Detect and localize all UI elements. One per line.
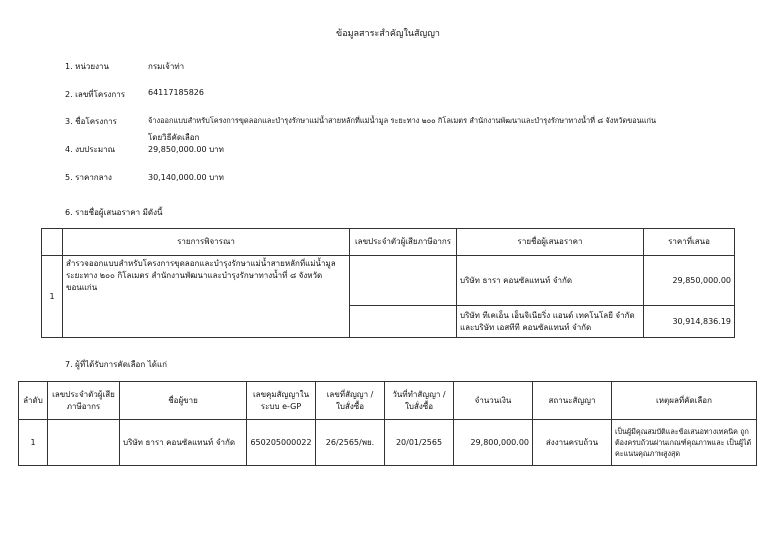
tax-id-cell: [48, 420, 120, 466]
table-header: สถานะสัญญา: [533, 382, 612, 420]
field-value-budget: 29,850,000.00 บาท: [148, 145, 224, 154]
section-selected-title: 7. ผู้ที่ได้รับการคัดเลือก ได้แก่: [65, 360, 167, 369]
table-header: เลขประจำตัวผู้เสียภาษีอากร: [48, 382, 120, 420]
table-header: ชื่อผู้ขาย: [120, 382, 247, 420]
selection-reason: เป็นผู้มีคุณสมบัติและข้อเสนอทางเทคนิค ถูกต้องครบถ้วนผ่านเกณฑ์คุณภาพและ เป็นผู้ได้คะแนนคุณภาพสูงสุด: [612, 420, 757, 466]
table-header: เลขคุมสัญญาในระบบ e-GP: [247, 382, 316, 420]
bid-price: 30,914,836.19: [644, 306, 735, 338]
bidder-name: บริษัท ทีเคเอ็น เอ็นจิเนียริ่ง แอนด์ เทคโนโลยี จำกัด และบริษัท เอสทีที คอนซัลแทนท์ จำกัด: [457, 306, 644, 338]
field-label-agency: 1. หน่วยงาน: [65, 62, 109, 71]
row-number: 1: [42, 256, 63, 338]
field-label-project-id: 2. เลขที่โครงการ: [65, 90, 126, 99]
bid-price: 29,850,000.00: [644, 256, 735, 306]
field-label-project-name: 3. ชื่อโครงการ: [65, 117, 117, 126]
field-value-project-method: โดยวิธีคัดเลือก: [148, 133, 200, 142]
table-header: จำนวนเงิน: [454, 382, 533, 420]
bidder-name: บริษัท ธารา คอนซัลแทนท์ จำกัด: [457, 256, 644, 306]
table-header: วันที่ทำสัญญา / ใบสั่งซื้อ: [385, 382, 454, 420]
table-header: เหตุผลที่คัดเลือก: [612, 382, 757, 420]
field-value-median-price: 30,140,000.00 บาท: [148, 173, 224, 182]
table-header: ราคาที่เสนอ: [644, 229, 735, 256]
bidders-table: [41, 228, 735, 338]
tax-id-cell: [350, 256, 457, 306]
page-title: ข้อมูลสาระสำคัญในสัญญา: [336, 29, 440, 39]
contract-date: 20/01/2565: [385, 420, 454, 466]
egp-control-number: 650205000022: [247, 420, 316, 466]
section-bidders-title: 6. รายชื่อผู้เสนอราคา มีดังนี้: [65, 208, 163, 217]
tax-id-cell: [350, 306, 457, 338]
field-label-median-price: 5. ราคากลาง: [65, 173, 112, 182]
field-value-project-name: จ้างออกแบบสำหรับโครงการขุดลอกและบำรุงรักษาแม่น้ำสายหลักที่แม่น้ำมูล ระยะทาง ๒๐๐ กิโลเมตร สำนักงานพัฒนาและบำรุงรักษาทางน้ำที่ ๘ จังหวัดขอนแก่น: [148, 116, 657, 125]
table-header: รายการพิจารณา: [63, 229, 350, 256]
table-header: [42, 229, 63, 256]
selected-vendor-table: [18, 381, 757, 466]
row-number: 1: [19, 420, 48, 466]
table-header: ลำดับ: [19, 382, 48, 420]
table-header: เลขประจำตัวผู้เสียภาษีอากร: [350, 229, 457, 256]
field-value-project-id: 64117185826: [148, 88, 204, 97]
field-value-agency: กรมเจ้าท่า: [148, 62, 185, 71]
contract-status: ส่งงานครบถ้วน: [533, 420, 612, 466]
table-header: เลขที่สัญญา / ใบสั่งซื้อ: [316, 382, 385, 420]
vendor-name: บริษัท ธารา คอนซัลแทนท์ จำกัด: [120, 420, 247, 466]
consideration-item: สำรวจออกแบบสำหรับโครงการขุดลอกและบำรุงรักษาแม่น้ำสายหลักที่แม่น้ำมูล ระยะทาง ๒๐๐ กิโลเมตร สำนักงานพัฒนาและบำรุงรักษาทางน้ำที่ ๘ จังหวัดขอนแก่น: [63, 256, 350, 338]
contract-amount: 29,800,000.00: [454, 420, 533, 466]
contract-number: 26/2565/พย.: [316, 420, 385, 466]
field-label-budget: 4. งบประมาณ: [65, 145, 116, 154]
table-header: รายชื่อผู้เสนอราคา: [457, 229, 644, 256]
